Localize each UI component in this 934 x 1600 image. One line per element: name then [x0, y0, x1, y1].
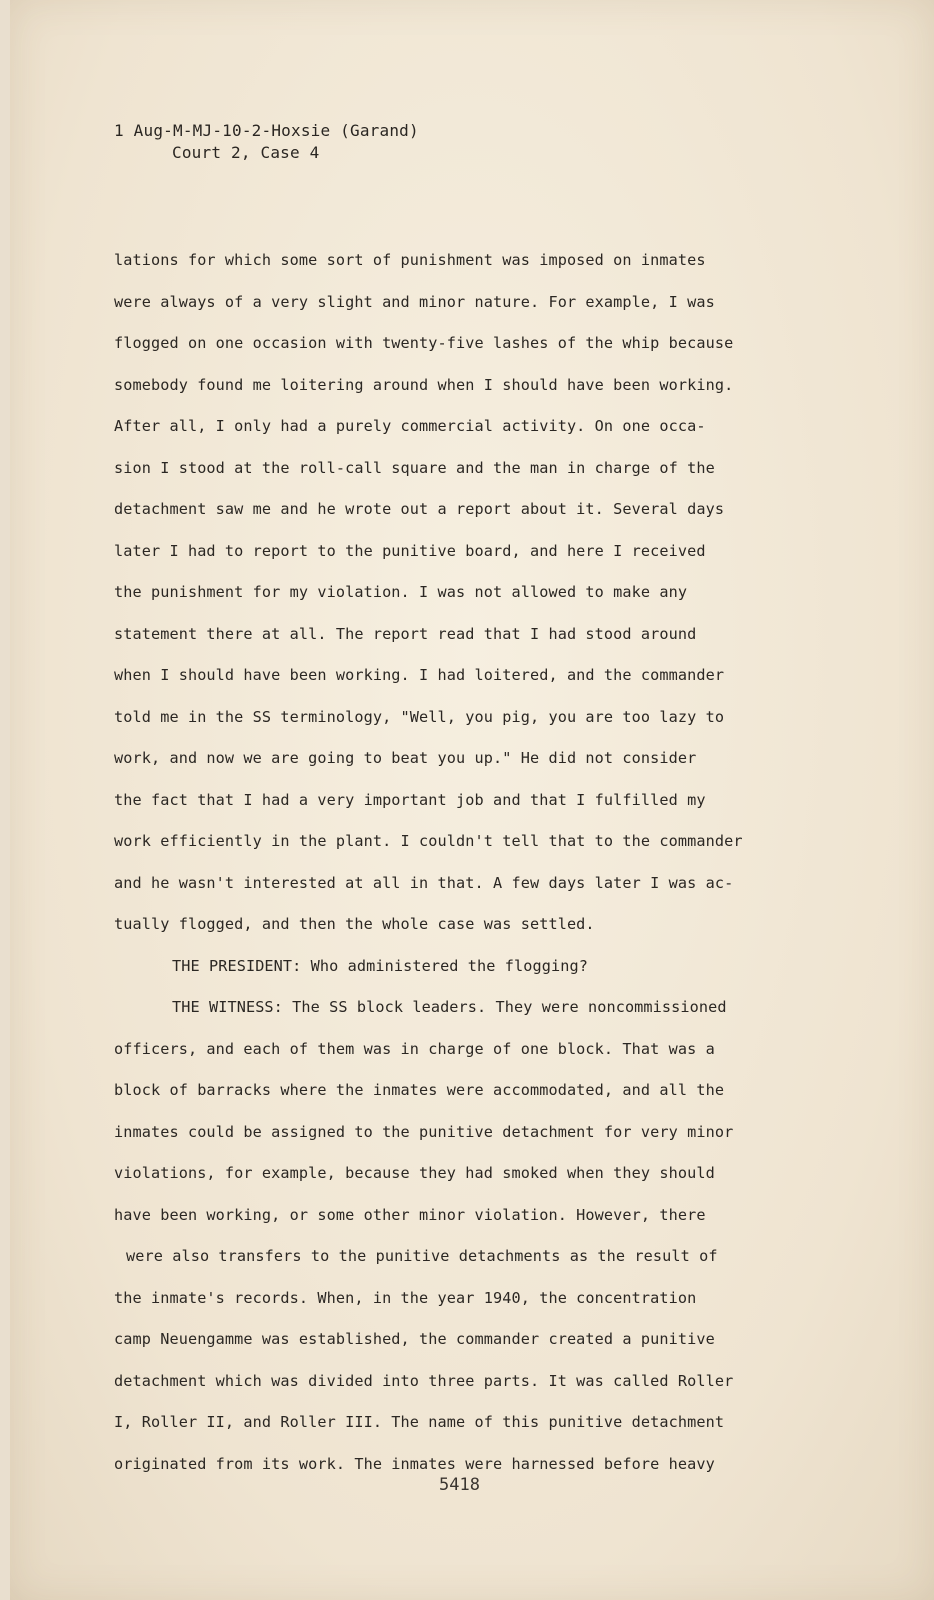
body-line: sion I stood at the roll-call square and the man in charge of the — [114, 458, 715, 477]
header-reference-line: 1 Aug-M-MJ-10-2-Hoxsie (Garand) — [114, 121, 419, 140]
body-line: tually flogged, and then the whole case was settled. — [114, 915, 595, 933]
body-line: told me in the SS terminology, "Well, you pig, you are too lazy to — [114, 707, 725, 726]
body-line: and he wasn't interested at all in that. A few days later I was ac- — [114, 873, 734, 892]
body-line: work, and now we are going to beat you up." He did not consider — [114, 749, 697, 767]
body-line: when I should have been working. I had loitered, and the commander — [114, 666, 725, 684]
document-body — [114, 240, 834, 1485]
body-line: After all, I only had a purely commercial activity. On one occa- — [114, 417, 706, 435]
document-header — [114, 120, 419, 164]
document-page — [10, 0, 934, 1600]
header-court-case-line: Court 2, Case 4 — [172, 143, 320, 162]
body-line: work efficiently in the plant. I couldn't tell that to the commander — [114, 832, 743, 850]
body-line: were always of a very slight and minor nature. For example, I was — [114, 292, 715, 311]
body-line: officers, and each of them was in charge of one block. That was a — [114, 1039, 715, 1058]
body-line: inmates could be assigned to the punitive detachment for very minor — [114, 1122, 734, 1141]
body-line: I, Roller II, and Roller III. The name of this punitive detachment — [114, 1413, 725, 1431]
body-line: somebody found me loitering around when I should have been working. — [114, 375, 734, 394]
body-line: detachment which was divided into three parts. It was called Roller — [114, 1371, 734, 1390]
body-line: camp Neuengamme was established, the commander created a punitive — [114, 1330, 715, 1348]
speaker-line-witness: THE WITNESS: The SS block leaders. They were noncommissioned — [172, 998, 727, 1016]
body-line: were also transfers to the punitive detachments as the result of — [126, 1247, 718, 1265]
body-line: the inmate's records. When, in the year 1940, the concentration — [114, 1288, 697, 1307]
body-line: originated from its work. The inmates were harnessed before heavy — [114, 1454, 715, 1473]
body-line: the punishment for my violation. I was not allowed to make any — [114, 583, 688, 601]
body-line: have been working, or some other minor violation. However, there — [114, 1205, 706, 1224]
body-line: statement there at all. The report read that I had stood around — [114, 624, 697, 643]
body-line: detachment saw me and he wrote out a report about it. Several days — [114, 500, 725, 518]
body-line: block of barracks where the inmates were accommodated, and all the — [114, 1081, 725, 1099]
body-line: later I had to report to the punitive board, and here I received — [114, 541, 706, 560]
page-number: 5418 — [439, 1475, 480, 1495]
body-line: flogged on one occasion with twenty-five lashes of the whip because — [114, 334, 734, 352]
body-line: violations, for example, because they had smoked when they should — [114, 1164, 715, 1182]
speaker-line-president: THE PRESIDENT: Who administered the flogging? — [172, 956, 588, 975]
body-line: lations for which some sort of punishment was imposed on inmates — [114, 251, 706, 269]
body-line: the fact that I had a very important job and that I fulfilled my — [114, 790, 706, 809]
